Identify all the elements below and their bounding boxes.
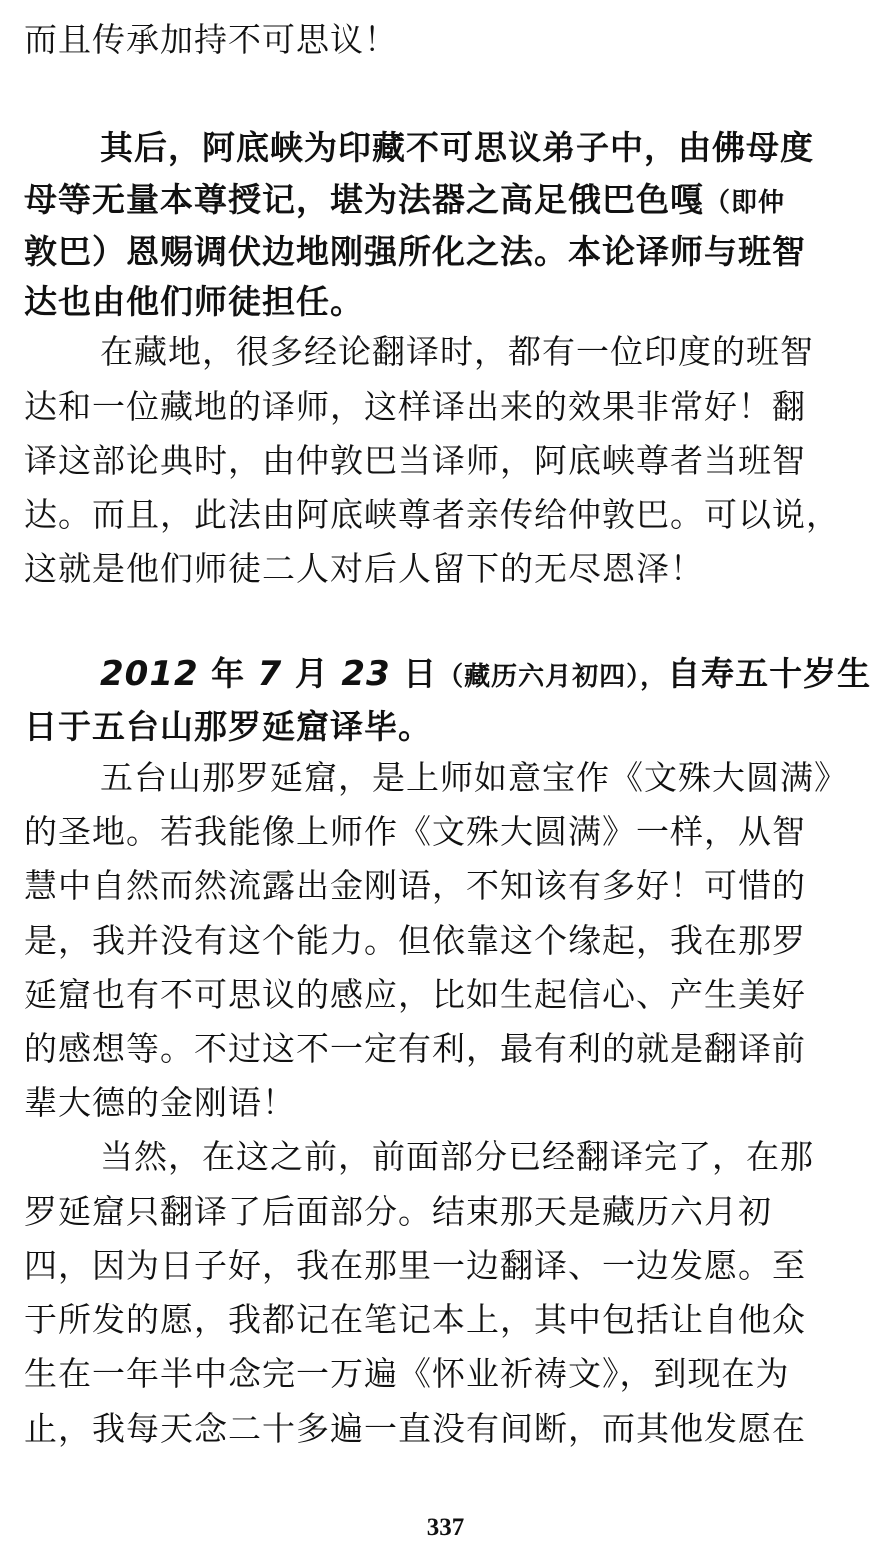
text-span: （藏历六月初四）， bbox=[437, 662, 668, 692]
text-line: 达也由他们师徒担任。 bbox=[24, 282, 364, 321]
text-span: 自寿五十岁生 bbox=[667, 654, 872, 693]
text-line: 达。而且，此法由阿底峡尊者亲传给仲敦巴。可以说， bbox=[24, 495, 840, 534]
text-span: 月 bbox=[294, 654, 329, 693]
text-span: 日 bbox=[403, 654, 438, 693]
text-line: 这就是他们师徒二人对后人留下的无尽恩泽！ bbox=[24, 549, 704, 588]
text-line: 的感想等。不过这不一定有利，最有利的就是翻译前 bbox=[24, 1029, 806, 1068]
text-span: （即仲 bbox=[704, 188, 786, 218]
text-line: 敦巴）恩赐调伏边地刚强所化之法。本论译师与班智 bbox=[24, 232, 806, 271]
text-line: 当然，在这之前，前面部分已经翻译完了，在那 bbox=[100, 1137, 814, 1176]
text-line: 其后，阿底峡为印藏不可思议弟子中，由佛母度 bbox=[100, 128, 814, 167]
text-line: 罗延窟只翻译了后面部分。结束那天是藏历六月初 bbox=[24, 1192, 772, 1231]
text-span: 母等无量本尊授记，堪为法器之高足俄巴色嘎 bbox=[24, 180, 704, 219]
text-span: 7 bbox=[257, 654, 283, 694]
text-line: 达和一位藏地的译师，这样译出来的效果非常好！翻 bbox=[24, 387, 806, 426]
text-line: 四，因为日子好，我在那里一边翻译、一边发愿。至 bbox=[24, 1246, 806, 1285]
text-line: 而且传承加持不可思议！ bbox=[24, 20, 398, 59]
text-line: 辈大德的金刚语！ bbox=[24, 1083, 296, 1122]
text-line bbox=[24, 180, 867, 220]
page-number: 337 bbox=[426, 1514, 465, 1541]
text-span: 年 bbox=[211, 654, 246, 693]
text-line: 于所发的愿，我都记在笔记本上，其中包括让自他众 bbox=[24, 1300, 806, 1339]
text-line: 五台山那罗延窟，是上师如意宝作《文殊大圆满》 bbox=[100, 758, 848, 797]
text-line: 日于五台山那罗延窟译毕。 bbox=[24, 707, 432, 746]
text-line: 延窟也有不可思议的感应，比如生起信心、产生美好 bbox=[24, 975, 806, 1014]
text-line bbox=[100, 654, 872, 694]
text-span: 23 bbox=[341, 654, 391, 694]
text-line: 的圣地。若我能像上师作《文殊大圆满》一样，从智 bbox=[24, 812, 806, 851]
text-line: 是，我并没有这个能力。但依靠这个缘起，我在那罗 bbox=[24, 921, 806, 960]
text-line: 在藏地，很多经论翻译时，都有一位印度的班智 bbox=[100, 332, 814, 371]
text-line: 译这部论典时，由仲敦巴当译师，阿底峡尊者当班智 bbox=[24, 441, 806, 480]
text-span: 2012 bbox=[100, 654, 199, 694]
text-line: 慧中自然而然流露出金刚语，不知该有多好！可惜的 bbox=[24, 866, 806, 905]
text-line: 止，我每天念二十多遍一直没有间断，而其他发愿在 bbox=[24, 1409, 806, 1448]
text-line: 生在一年半中念完一万遍《怀业祈祷文》，到现在为 bbox=[24, 1354, 790, 1393]
